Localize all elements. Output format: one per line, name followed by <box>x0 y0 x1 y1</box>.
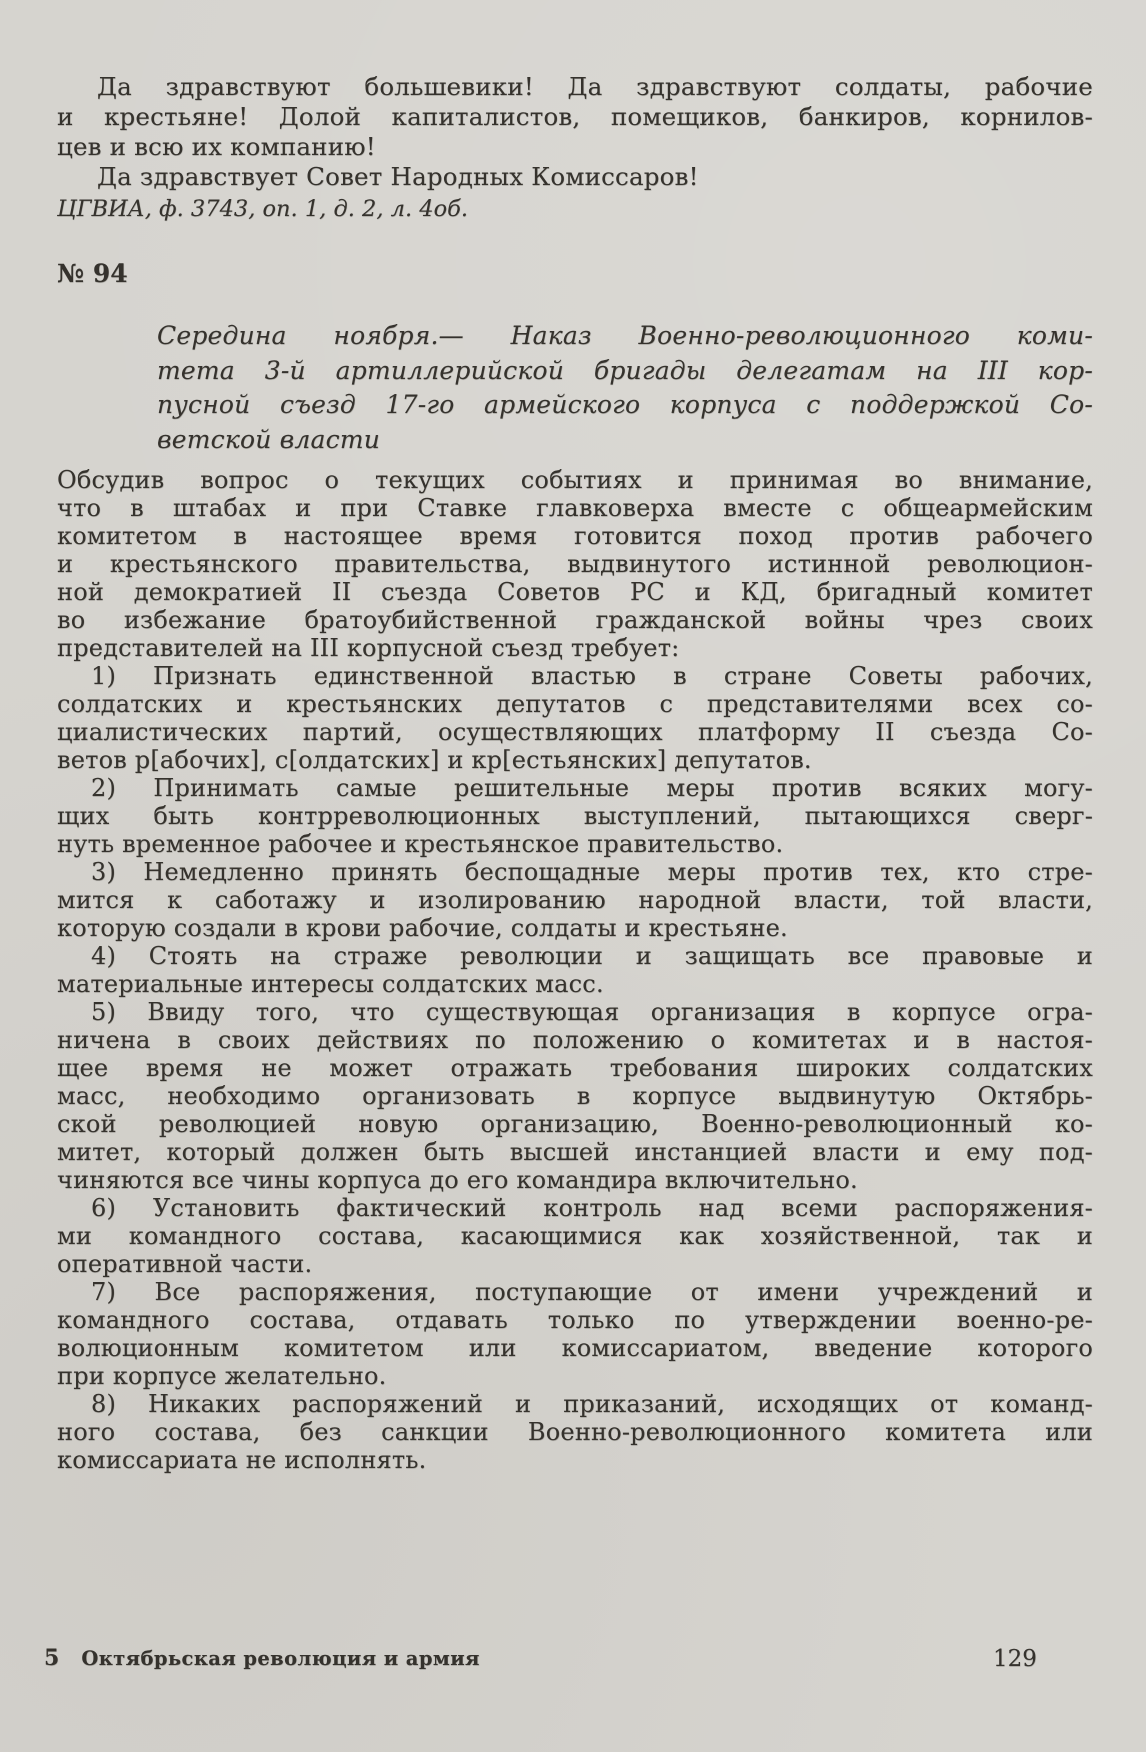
text-line: и крестьяне! Долой капиталистов, помещиков, банкиров, корнилов- <box>57 102 1093 131</box>
archive-reference: ЦГВИА, ф. 3743, оп. 1, д. 2, л. 4об. <box>57 196 469 222</box>
text-line: нуть временное рабочее и крестьянское правительство. <box>57 830 784 858</box>
text-line: волюционным комитетом или комиссариатом, введение которого <box>57 1334 1093 1362</box>
text-line: 1) Признать единственной властью в стране Советы рабочих, <box>91 662 1093 690</box>
text-line: 7) Все распоряжения, поступающие от имени учреждений и <box>91 1278 1093 1306</box>
footer-book-number: 5 <box>44 1645 60 1671</box>
document-body <box>57 466 1093 1474</box>
text-line: ного состава, без санкции Военно-революционного комитета или <box>57 1418 1093 1446</box>
text-line: 2) Принимать самые решительные меры против всяких могу- <box>91 774 1093 802</box>
body-paragraph <box>57 1278 1093 1390</box>
text-line: представителей на III корпусной съезд требует: <box>57 634 680 662</box>
text-line: 3) Немедленно принять беспощадные меры против тех, кто стре- <box>91 858 1093 886</box>
text-line: оперативной части. <box>57 1250 313 1278</box>
text-line: ной демократией II съезда Советов РС и КД, бригадный комитет <box>57 578 1093 606</box>
text-line: щих быть контрреволюционных выступлений, пытающихся сверг- <box>57 802 1093 830</box>
text-line: солдатских и крестьянских депутатов с представителями всех со- <box>57 690 1093 718</box>
text-line: 5) Ввиду того, что существующая организация в корпусе огра- <box>91 998 1093 1026</box>
text-line: ской революцией новую организацию, Военно-революционный ко- <box>57 1110 1093 1138</box>
body-paragraph <box>57 942 1093 998</box>
body-paragraph <box>57 1390 1093 1474</box>
footer-signature <box>44 1645 480 1671</box>
text-line: ми командного состава, касающимися как хозяйственной, так и <box>57 1222 1093 1250</box>
page-number: 129 <box>993 1646 1037 1672</box>
text-line: и крестьянского правительства, выдвинутого истинной революцион- <box>57 550 1093 578</box>
text-line: что в штабах и при Ставке главковерха вместе с общеармейским <box>57 494 1093 522</box>
text-line: которую создали в крови рабочие, солдаты и крестьяне. <box>57 914 788 942</box>
text-line: Середина ноября.— Наказ Военно-революционного коми- <box>157 321 1093 350</box>
body-paragraph <box>57 774 1093 858</box>
text-line: цев и всю их компанию! <box>57 132 376 161</box>
page-content <box>57 0 1093 1474</box>
body-paragraph <box>57 662 1093 774</box>
text-line: командного состава, отдавать только по утверждении военно-ре- <box>57 1306 1093 1334</box>
text-line: ветов р[абочих], с[олдатских] и кр[естьянских] депутатов. <box>57 746 812 774</box>
text-line: чиняются все чины корпуса до его командира включительно. <box>57 1166 858 1194</box>
text-line: пусной съезд 17-го армейского корпуса с поддержкой Со- <box>157 390 1093 419</box>
text-line: тета 3-й артиллерийской бригады делегатам на III кор- <box>157 355 1093 385</box>
text-line: 6) Установить фактический контроль над всеми распоряжения- <box>91 1194 1093 1222</box>
text-line: при корпусе желательно. <box>57 1362 387 1390</box>
proclamation-ending <box>57 0 1093 223</box>
slogan-line <box>57 162 1093 192</box>
text-line: мится к саботажу и изолированию народной власти, той власти, <box>57 886 1093 914</box>
text-line: Да здравствуют большевики! Да здравствуют солдаты, рабочие <box>97 72 1093 101</box>
body-paragraph <box>57 1194 1093 1278</box>
footer-book-title: Октябрьская революция и армия <box>81 1647 480 1670</box>
body-paragraph <box>57 858 1093 942</box>
body-paragraph <box>57 998 1093 1194</box>
text-line: митет, который должен быть высшей инстанцией власти и ему под- <box>57 1138 1093 1166</box>
text-line: 8) Никаких распоряжений и приказаний, исходящих от команд- <box>91 1390 1093 1418</box>
document-number: № 94 <box>57 259 128 288</box>
document-heading <box>157 319 1093 457</box>
text-line: 4) Стоять на страже революции и защищать все правовые и <box>91 942 1093 970</box>
body-paragraph <box>57 466 1093 662</box>
text-line: масс, необходимо организовать в корпусе выдвинутую Октябрь- <box>57 1082 1093 1110</box>
text-line: комиссариата не исполнять. <box>57 1446 427 1474</box>
text-line: во избежание братоубийственной гражданской войны чрез своих <box>57 606 1093 634</box>
text-line: ничена в своих действиях по положению о комитетах и в настоя- <box>57 1026 1093 1054</box>
proclamation-paragraph <box>57 72 1093 162</box>
text-line: Да здравствует Совет Народных Комиссаров! <box>97 162 699 191</box>
text-line: циалистических партий, осуществляющих платформу II съезда Со- <box>57 718 1093 746</box>
text-line: щее время не может отражать требования широких солдатских <box>57 1054 1093 1082</box>
text-line: ветской власти <box>157 424 381 454</box>
text-line: комитетом в настоящее время готовится поход против рабочего <box>57 522 1093 550</box>
text-line: Обсудив вопрос о текущих событиях и принимая во внимание, <box>57 466 1093 494</box>
text-line: материальные интересы солдатских масс. <box>57 970 604 998</box>
